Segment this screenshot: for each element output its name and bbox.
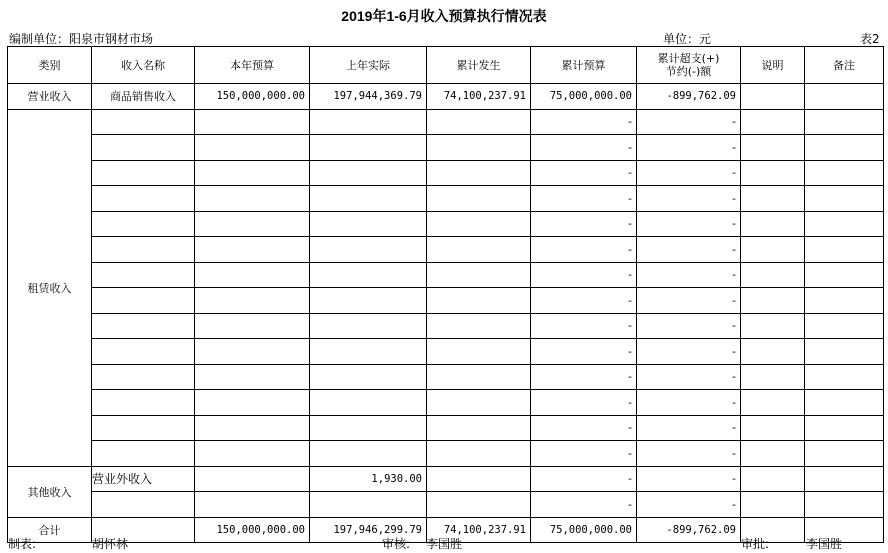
table-row bbox=[8, 390, 884, 416]
remarks-cell bbox=[805, 84, 884, 110]
dash-cell: - bbox=[637, 109, 741, 135]
dash-cell: - bbox=[637, 160, 741, 186]
header-last-year: 上年实际 bbox=[310, 47, 427, 84]
header-category: 类别 bbox=[8, 47, 92, 84]
over-save-amount: -899,762.09 bbox=[637, 84, 741, 110]
dash-cell: - bbox=[531, 211, 637, 237]
reviewer-name: 李国胜 bbox=[426, 537, 463, 551]
total-budget: 150,000,000.00 bbox=[195, 517, 310, 543]
dash-cell: - bbox=[531, 262, 637, 288]
dash-cell: - bbox=[531, 135, 637, 161]
dash-cell: - bbox=[637, 186, 741, 212]
dash-cell: - bbox=[531, 313, 637, 339]
income-name: 商品销售收入 bbox=[92, 84, 195, 110]
table-row bbox=[8, 364, 884, 390]
table-row bbox=[8, 466, 884, 492]
dash-cell: - bbox=[531, 492, 637, 518]
approver-name: 李国胜 bbox=[806, 537, 843, 551]
dash-cell: - bbox=[637, 288, 741, 314]
header-annual-budget: 本年预算 bbox=[195, 47, 310, 84]
header-over-save bbox=[637, 47, 741, 84]
reviewer-label: 审核: bbox=[382, 537, 411, 551]
table-row bbox=[8, 84, 884, 110]
header-description: 说明 bbox=[741, 47, 805, 84]
table-row bbox=[8, 492, 884, 518]
table-row bbox=[8, 339, 884, 365]
category-total: 合计 bbox=[8, 517, 92, 543]
header-cumulative-budget: 累计预算 bbox=[531, 47, 637, 84]
table-row bbox=[8, 186, 884, 212]
dash-cell: - bbox=[637, 415, 741, 441]
dash-cell: - bbox=[531, 160, 637, 186]
report-title: 2019年1-6月收入预算执行情况表 bbox=[341, 8, 547, 24]
dash-cell: - bbox=[531, 288, 637, 314]
header-over-line2: 节约(-)额 bbox=[665, 65, 712, 78]
annual-budget: 150,000,000.00 bbox=[195, 84, 310, 110]
approver-label: 审批: bbox=[741, 537, 770, 551]
table-row bbox=[8, 288, 884, 314]
dash-cell: - bbox=[637, 262, 741, 288]
dash-cell: - bbox=[637, 492, 741, 518]
description-cell bbox=[741, 84, 805, 110]
dash-cell: - bbox=[531, 441, 637, 467]
preparer-name: 胡怀林 bbox=[92, 537, 129, 551]
currency-unit: 单位：元 bbox=[663, 32, 712, 46]
table-row bbox=[8, 109, 884, 135]
dash-cell: - bbox=[637, 466, 741, 492]
table-row bbox=[8, 262, 884, 288]
header-over-line1: 累计超支(+) bbox=[657, 52, 720, 65]
preparer-label: 制表: bbox=[8, 537, 37, 551]
dash-cell: - bbox=[531, 466, 637, 492]
dash-cell: - bbox=[637, 135, 741, 161]
preparing-unit: 编制单位：阳泉市钢材市场 bbox=[9, 32, 154, 46]
table-row bbox=[8, 441, 884, 467]
dash-cell: - bbox=[531, 237, 637, 263]
dash-cell: - bbox=[637, 390, 741, 416]
total-last-year: 197,946,299.79 bbox=[310, 517, 427, 543]
last-year-actual: 197,944,369.79 bbox=[310, 84, 427, 110]
table-row bbox=[8, 313, 884, 339]
dash-cell: - bbox=[637, 441, 741, 467]
dash-cell: - bbox=[531, 364, 637, 390]
cumulative-actual: 74,100,237.91 bbox=[427, 84, 531, 110]
table-row bbox=[8, 415, 884, 441]
dash-cell: - bbox=[637, 237, 741, 263]
total-cumulative: 74,100,237.91 bbox=[427, 517, 531, 543]
dash-cell: - bbox=[531, 186, 637, 212]
total-over-save: -899,762.09 bbox=[637, 517, 741, 543]
dash-cell: - bbox=[637, 339, 741, 365]
total-cumulative-budget: 75,000,000.00 bbox=[531, 517, 637, 543]
cumulative-budget: 75,000,000.00 bbox=[531, 84, 637, 110]
dash-cell: - bbox=[637, 211, 741, 237]
dash-cell: - bbox=[531, 339, 637, 365]
last-year-actual-other: 1,930.00 bbox=[310, 466, 427, 492]
income-name-other: 营业外收入 bbox=[92, 466, 195, 492]
budget-table bbox=[7, 46, 884, 543]
header-income-name: 收入名称 bbox=[92, 47, 195, 84]
dash-cell: - bbox=[637, 364, 741, 390]
table-row bbox=[8, 160, 884, 186]
header-cumulative: 累计发生 bbox=[427, 47, 531, 84]
dash-cell: - bbox=[531, 109, 637, 135]
table-row bbox=[8, 237, 884, 263]
header-row bbox=[8, 47, 884, 84]
dash-cell: - bbox=[531, 390, 637, 416]
category-rental: 租赁收入 bbox=[8, 109, 92, 466]
category-other: 其他收入 bbox=[8, 466, 92, 517]
table-row bbox=[8, 211, 884, 237]
table-number: 表2 bbox=[860, 32, 880, 46]
dash-cell: - bbox=[531, 415, 637, 441]
header-remarks: 备注 bbox=[805, 47, 884, 84]
table-row bbox=[8, 135, 884, 161]
dash-cell: - bbox=[637, 313, 741, 339]
category-business: 营业收入 bbox=[8, 84, 92, 110]
